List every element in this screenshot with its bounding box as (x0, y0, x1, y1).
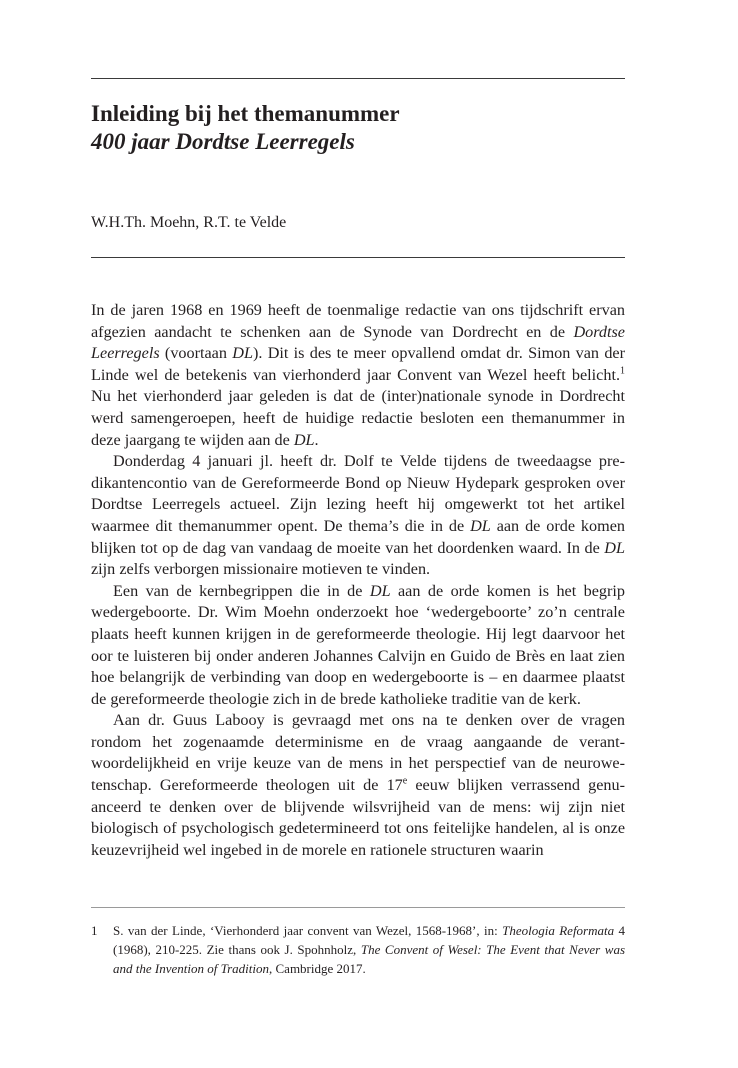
text: zijn zelfs verborgen missionaire motieven te vinden. (91, 560, 431, 579)
footnote-ref[interactable]: 1 (620, 365, 625, 377)
text: aan de orde komen is het begrip wedergeboorte. Dr. Wim Moehn onderzoekt hoe ‘wedergeboorte’ zo’n centrale plaats heeft kunnen krijgen in de gereformeerde theologie. Hij legt daarvoor het oor te luisteren bij onder anderen Johannes Calvijn en Guido de Brès en laat zien hoe belangrijk de verbinding van doop en wedergeboorte is – en daarmee plaatst de gereformeerde theologie zich in de brede katholieke traditie van de kerk. (91, 581, 625, 708)
text-italic: DL (470, 516, 491, 535)
text-italic: DL (369, 581, 391, 600)
footnote-number: 1 (91, 923, 98, 938)
title-line-2: 400 jaar Dordtse Leerregels (91, 129, 355, 154)
text: , Cambridge 2017. (269, 961, 366, 976)
authors: W.H.Th. Moehn, R.T. te Velde (91, 214, 287, 231)
header-rule (91, 257, 625, 258)
text: S. van der Linde, ‘Vierhonderd jaar convent van Wezel, 1568-1968’, in: (113, 923, 503, 938)
title-line-1: Inleiding bij het themanummer (91, 101, 400, 126)
text: In de jaren 1968 en 1969 heeft de toenmalige redactie van ons tijdschrift ervan afgezien aandacht te schenken aan de Synode van Dordrecht en de (91, 301, 625, 341)
text: Aan dr. Guus Labooy is gevraagd met ons na te denken over de vragen rondom het zogenaamde determinisme en de vraag aangaande de verantwoordelijkheid en vrije keuze van de mens in het perspectief van de neurowetenschap. Gereformeerde theologen uit de 17 (91, 711, 625, 795)
article-title (91, 100, 625, 156)
text: aan de orde komen blijken tot op de dag van vandaag de moeite van het doordenken waard. In de (91, 516, 625, 557)
text: 4 (1968), 210-225. Zie thans ook J. Spohnholz, (113, 923, 626, 957)
text-italic: The Convent of Wesel: The Event that Never was and the Invention of Tradition (113, 942, 626, 976)
top-rule (91, 78, 625, 79)
footnote-text (113, 921, 625, 978)
article-body (91, 300, 625, 861)
text: (voortaan (159, 344, 233, 363)
text: Donderdag 4 januari jl. heeft dr. Dolf te Velde tijdens de tweedaagse predikantencontio van de Gereformeerde Bond op Nieuw Hydepark gesproken over Dordtse Leerregels actueel. Zijn lezing heeft hij omgewerkt tot het artikel waarmee dit themanummer opent. De thema’s die in de (91, 452, 625, 535)
superscript: e (402, 775, 408, 787)
paragraph-4 (91, 710, 625, 861)
paragraph-3 (91, 581, 625, 711)
footnote (91, 921, 625, 978)
text: Een van de kernbegrippen die in de (113, 581, 370, 600)
text: eeuw blijken verrassend genuanceerd te denken over de blijvende wilsvrijheid van de mens: wij zijn niet biologisch of psychologisch gedetermineerd tot ons feitelijke handelen, al is onze keuzevrijheid wel ingebed in de morele en rationele structuren waarin (91, 776, 625, 859)
text-italic: Theologia Reformata (502, 923, 615, 938)
footnote-rule (91, 907, 625, 908)
text-italic: Dordtse Leerregels (91, 322, 625, 363)
text: Nu het vierhonderd jaar geleden is dat de (inter)nationale synode in Dordrecht werd samengeroepen, heeft de huidige redactie besloten een themanummer in deze jaargang te wijden aan de (91, 387, 625, 449)
paragraph-2 (91, 451, 625, 581)
paragraph-1 (91, 300, 625, 451)
text-italic: DL (232, 344, 253, 363)
text-italic: DL (604, 538, 625, 557)
text: . (314, 430, 319, 449)
text: ). Dit is des te meer opvallend omdat dr. Simon van der Linde wel de betekenis van vierhonderd jaar Convent van Wezel heeft belicht. (91, 344, 625, 384)
text-italic: DL (293, 430, 315, 449)
